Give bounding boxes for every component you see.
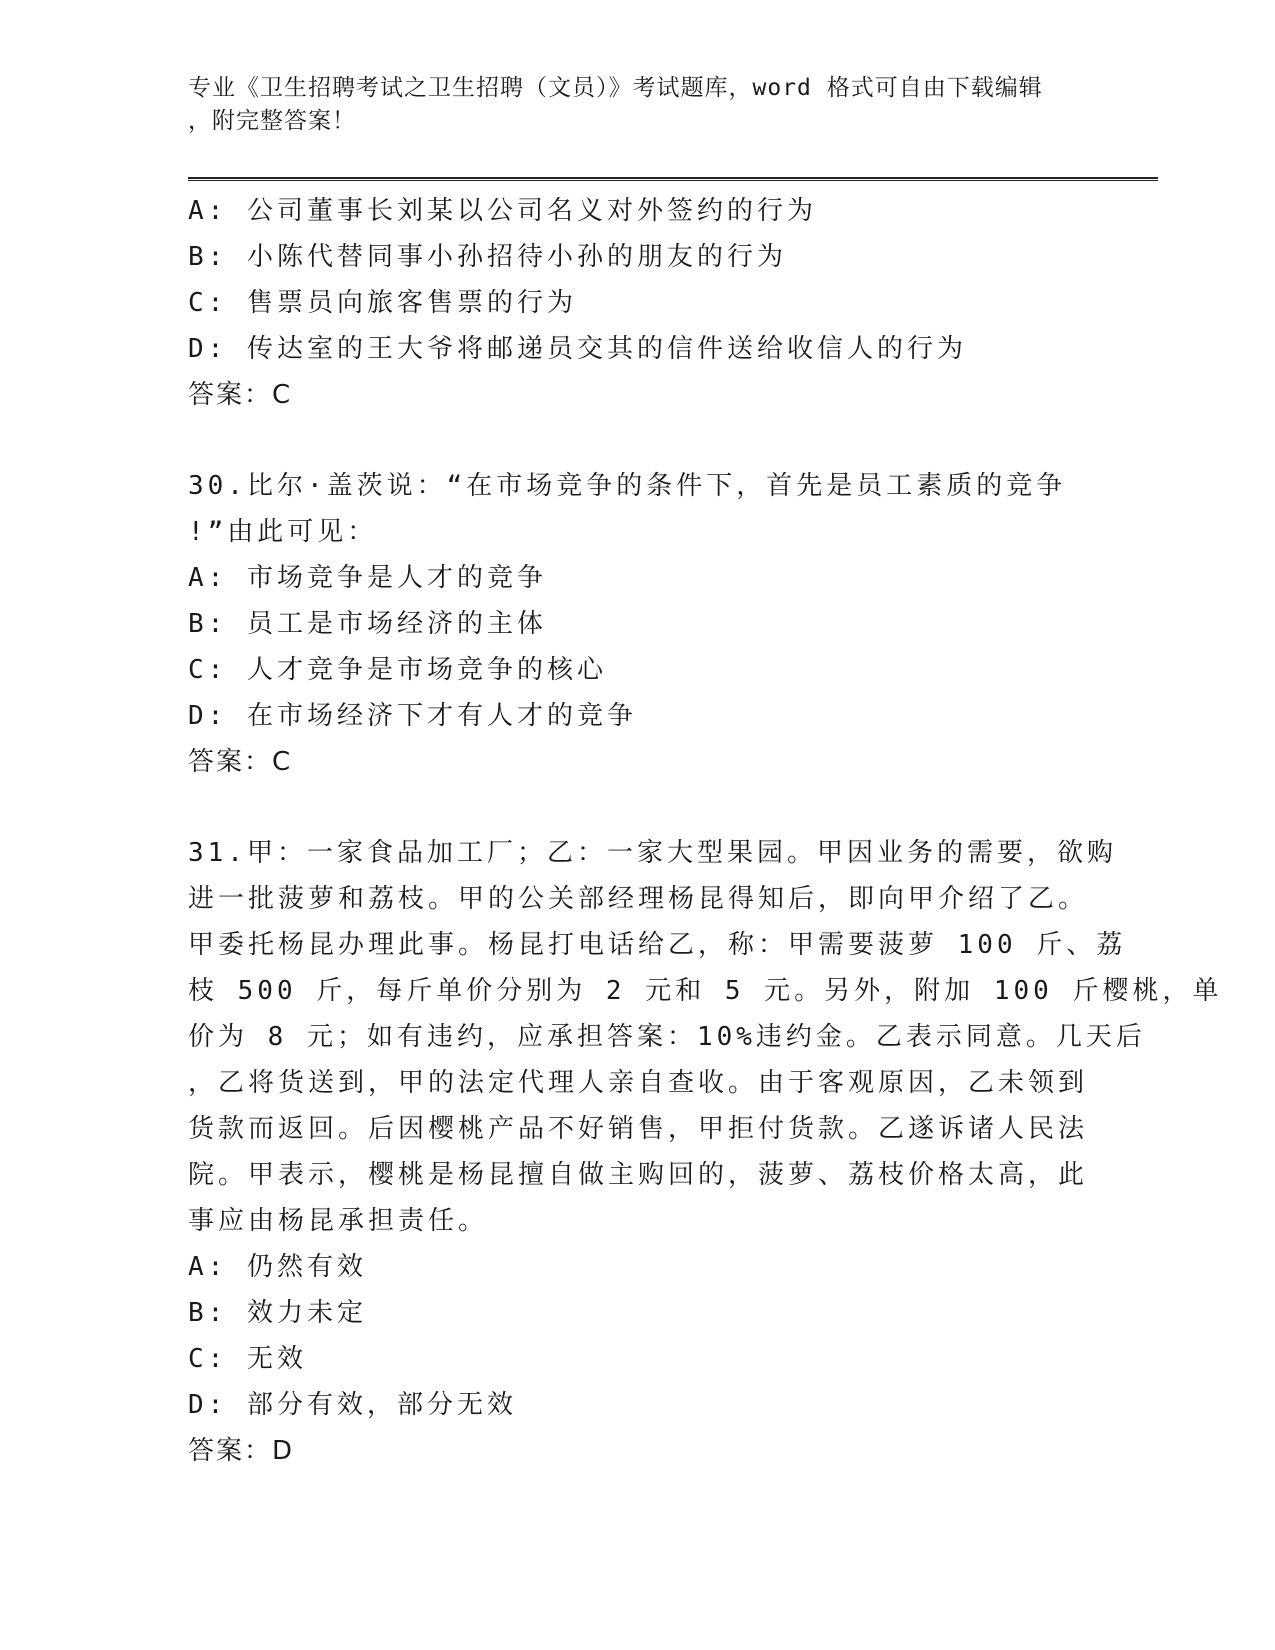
option-b: B: 效力未定 <box>188 1298 367 1328</box>
option-a: A: 仍然有效 <box>188 1252 367 1282</box>
document-body <box>188 188 1223 1474</box>
option-c: C: 售票员向旅客售票的行为 <box>188 288 577 318</box>
question-30-block <box>188 463 1088 785</box>
question-stem-line: ，乙将货送到，甲的法定代理人亲自查收。由于客观原因，乙未领到 <box>188 1068 1089 1098</box>
question-29-block <box>188 188 1088 418</box>
answer-line: 答案：D <box>188 1436 295 1466</box>
document-header <box>188 72 1068 138</box>
answer-line: 答案：C <box>188 380 293 410</box>
header-divider <box>188 177 1158 181</box>
header-line-2: ，附完整答案！ <box>188 108 356 134</box>
answer-line: 答案：C <box>188 747 293 777</box>
option-d: D: 传达室的王大爷将邮递员交其的信件送给收信人的行为 <box>188 334 967 364</box>
question-stem-line: 事应由杨昆承担责任。 <box>188 1206 489 1236</box>
option-a: A: 市场竞争是人才的竞争 <box>188 563 547 593</box>
option-d: D: 部分有效，部分无效 <box>188 1390 517 1420</box>
option-b: B: 小陈代替同事小孙招待小孙的朋友的行为 <box>188 242 787 272</box>
question-stem-line: !”由此可见： <box>188 517 378 547</box>
spacer <box>188 418 1088 463</box>
option-a: A: 公司董事长刘某以公司名义对外签约的行为 <box>188 196 817 226</box>
question-stem-line: 甲委托杨昆办理此事。杨昆打电话给乙，称：甲需要菠萝 100 斤、荔 <box>188 930 1127 960</box>
question-stem-line: 31.甲：一家食品加工厂；乙：一家大型果园。甲因业务的需要，欲购 <box>188 838 1117 868</box>
option-b: B: 员工是市场经济的主体 <box>188 609 547 639</box>
option-c: C: 无效 <box>188 1344 307 1374</box>
question-stem-line: 院。甲表示，樱桃是杨昆擅自做主购回的，菠萝、荔枝价格太高，此 <box>188 1160 1089 1190</box>
question-stem-line: 进一批菠萝和荔枝。甲的公关部经理杨昆得知后，即向甲介绍了乙。 <box>188 884 1089 914</box>
option-c: C: 人才竞争是市场竞争的核心 <box>188 655 607 685</box>
question-stem-line: 枝 500 斤，每斤单价分别为 2 元和 5 元。另外，附加 100 斤樱桃，单 <box>188 976 1223 1006</box>
question-stem-line: 30.比尔·盖茨说：“在市场竞争的条件下，首先是员工素质的竞争 <box>188 471 1067 501</box>
question-stem-line: 货款而返回。后因樱桃产品不好销售，甲拒付货款。乙遂诉诸人民法 <box>188 1114 1089 1144</box>
spacer <box>188 785 1088 830</box>
question-stem-line: 价为 8 元；如有违约，应承担答案：10%违约金。乙表示同意。几天后 <box>188 1022 1146 1052</box>
question-31-block <box>188 830 1223 1474</box>
header-line-1: 专业《卫生招聘考试之卫生招聘（文员）》考试题库，word 格式可自由下载编辑 <box>188 75 1043 101</box>
option-d: D: 在市场经济下才有人才的竞争 <box>188 701 637 731</box>
